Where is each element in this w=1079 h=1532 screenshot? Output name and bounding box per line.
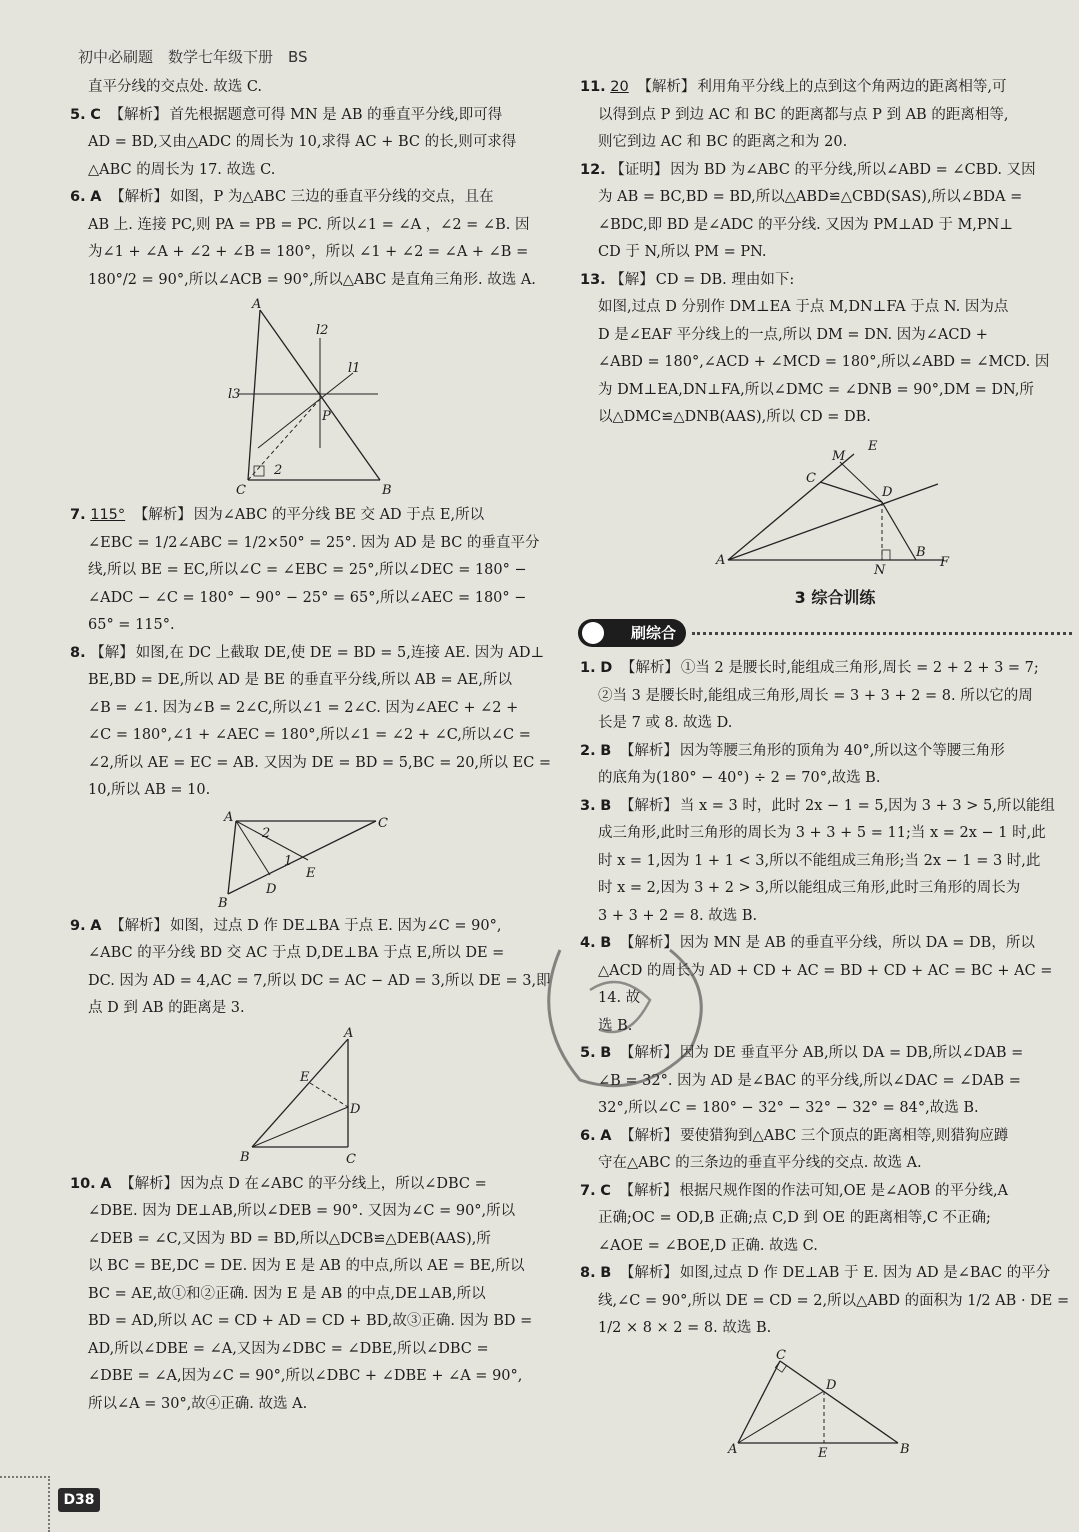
text-line: 因为 BD 为∠ABC 的平分线,所以∠ABD = ∠CBD. 又因 xyxy=(670,161,1036,178)
text-line: △ABC 的周长为 17. 故选 C. xyxy=(88,161,276,178)
label-l1: l1 xyxy=(348,361,361,376)
figure-comp-item-8 xyxy=(598,1347,1072,1457)
text-line: ∠ABD = 180°,∠ACD + ∠MCD = 180°,所以∠ABD = ∠MCD. 因 xyxy=(598,354,1050,370)
text-line: CD 于 N,所以 PM = PN. xyxy=(598,244,767,260)
label-C: C xyxy=(378,815,388,831)
label-D: D xyxy=(826,1377,837,1393)
item-number: 5. xyxy=(580,1045,596,1061)
answer: A xyxy=(600,1127,612,1144)
text-line: ∠DBE. 因为 DE⊥AB,所以∠DEB = 90°. 又因为∠C = 90°,所以 xyxy=(88,1203,516,1219)
item-number: 6. xyxy=(580,1127,596,1144)
text-line: ①当 2 是腰长时,能组成三角形,周长 = 2 + 2 + 3 = 7; xyxy=(680,660,1039,676)
text-line: 180°/2 = 90°,所以∠ACB = 90°,所以△ABC 是直角三角形. 故选 A. xyxy=(88,271,536,288)
answer: A xyxy=(90,917,102,934)
item-number: 7. xyxy=(70,507,86,523)
text-line: 线,∠C = 90°,所以 DE = CD = 2,所以△ABD 的面积为 1/2 AB · DE = xyxy=(598,1292,1070,1309)
item-number: 6. xyxy=(70,189,86,205)
answer: B xyxy=(600,1045,612,1061)
section-title: 3 综合训练 xyxy=(794,587,876,607)
label-C: C xyxy=(776,1347,786,1363)
label-B: B xyxy=(382,483,392,498)
analysis-tag: 【解析】 xyxy=(619,935,678,951)
text-line: AD = BD,又由△ADC 的周长为 10,求得 AC + BC 的长,则可求得 xyxy=(88,134,517,150)
item-number: 9. xyxy=(70,917,86,934)
analysis-tag: 【解析】 xyxy=(619,742,678,759)
text-line: 要使猎狗到△ABC 三个顶点的距离相等,则猎狗应蹲 xyxy=(680,1127,1009,1144)
item-number: 13. xyxy=(580,271,606,288)
pencil-icon xyxy=(582,622,604,644)
comp-item-6 xyxy=(580,1123,1072,1178)
label-E: E xyxy=(818,1445,828,1457)
label-A: A xyxy=(224,809,234,825)
label-F: F xyxy=(940,554,950,570)
analysis-tag: 【解析】 xyxy=(620,1127,679,1144)
item-13 xyxy=(580,267,1072,432)
label-D: D xyxy=(882,484,893,500)
text-line: 长是 7 或 8. 故选 D. xyxy=(598,715,733,731)
figure-item-6 xyxy=(88,298,558,498)
label-E: E xyxy=(868,438,878,454)
label-A: A xyxy=(716,552,726,568)
text-line: BC = AE,故①和②正确. 因为 E 是 AB 的中点,DE⊥AB,所以 xyxy=(88,1285,486,1302)
label-E: E xyxy=(300,1069,310,1085)
item-number: 8. xyxy=(580,1265,596,1281)
analysis-tag: 【解析】 xyxy=(109,106,168,123)
text-line: 守在△ABC 的三条边的垂直平分线的交点. 故选 A. xyxy=(598,1155,922,1171)
figure-item-13 xyxy=(598,436,1072,576)
text-line: ∠DEB = ∠C,又因为 BD = BD,所以△DCB≌△DEB(AAS),所 xyxy=(88,1230,491,1247)
label-B: B xyxy=(240,1149,250,1165)
banner-label: 刷综合 xyxy=(578,619,686,647)
label-l3: l3 xyxy=(228,387,241,402)
text-line: CD = DB. 理由如下: xyxy=(655,271,795,288)
text-line: 以 BC = BE,DC = DE. 因为 E 是 AB 的中点,所以 AE = BE,所以 xyxy=(88,1258,525,1274)
label-B: B xyxy=(916,544,926,560)
analysis-tag: 【解析】 xyxy=(619,797,678,814)
item-number: 11. xyxy=(580,79,606,95)
label-A: A xyxy=(252,298,262,312)
text-line: 成三角形,此时三角形的周长为 3 + 3 + 5 = 11;当 x = 2x − 1 时,此 xyxy=(598,825,1046,841)
proof-tag: 【证明】 xyxy=(610,161,669,178)
analysis-tag: 【解析】 xyxy=(133,507,192,523)
text-line: 为∠1 + ∠A + ∠2 + ∠B = 180°，所以 ∠1 + ∠2 = ∠A + ∠B = xyxy=(88,244,529,260)
text-line: AD,所以∠DBE = ∠A,又因为∠DBC = ∠DBE,所以∠DBC = xyxy=(88,1340,489,1357)
text-line: 因为∠ABC 的平分线 BE 交 AD 于点 E,所以 xyxy=(193,507,485,523)
text-line: 以得到点 P 到边 AC 和 BC 的距离都与点 P 到 AB 的距离相等, xyxy=(598,106,1009,123)
text-line: ∠ADC − ∠C = 180° − 90° − 25° = 65°,所以∠AEC = 180° − xyxy=(88,589,527,606)
text-line: DC. 因为 AD = 4,AC = 7,所以 DC = AC − AD = 3,所以 DE = 3,即 xyxy=(88,972,551,989)
text-line: D 是∠EAF 平分线上的一点,所以 DM = DN. 因为∠ACD + xyxy=(598,326,988,343)
item-number: 12. xyxy=(580,161,606,178)
comp-item-1 xyxy=(580,655,1072,738)
text-line: 当 x = 3 时，此时 2x − 1 = 5,因为 3 + 3 > 5,所以能组 xyxy=(679,797,1055,814)
analysis-tag: 【解析】 xyxy=(637,79,696,95)
text-line: 32°,所以∠C = 180° − 32° − 32° − 32° = 84°,故选 B. xyxy=(598,1100,979,1116)
label-C: C xyxy=(806,470,816,486)
item-number: 1. xyxy=(580,660,596,676)
label-2: 2 xyxy=(274,463,283,478)
answer: C xyxy=(90,106,101,123)
analysis-tag: 【解析】 xyxy=(619,1265,678,1281)
text-line: 10,所以 AB = 10. xyxy=(88,782,211,798)
analysis-tag: 【解析】 xyxy=(110,189,169,205)
figure-item-8 xyxy=(88,809,558,909)
answer: A xyxy=(90,189,102,205)
text-line: 正确;OC = OD,B 正确;点 C,D 到 OE 的距离相等,C 不正确; xyxy=(598,1210,991,1226)
text-line: 利用角平分线上的点到这个角两边的距离相等,可 xyxy=(697,79,1007,95)
stamp-watermark xyxy=(520,930,740,1110)
figure-item-9 xyxy=(88,1027,558,1167)
text-line: ∠ABC 的平分线 BD 交 AC 于点 D,DE⊥BA 于点 E,所以 DE = xyxy=(88,945,505,961)
answer: B xyxy=(600,742,612,759)
comp-item-2 xyxy=(580,738,1072,793)
section-banner xyxy=(578,617,1072,651)
label-A: A xyxy=(728,1441,738,1457)
label-2: 2 xyxy=(262,825,271,841)
text-line: ∠B = ∠1. 因为∠B = 2∠C,所以∠1 = 2∠C. 因为∠AEC + ∠2 + xyxy=(88,699,519,716)
solution-tag: 【解】 xyxy=(610,271,654,288)
text-line: 线,所以 BE = EC,所以∠C = ∠EBC = 25°,所以∠DEC = 180° − xyxy=(88,562,527,578)
text-line: ∠C = 180°,∠1 + ∠AEC = 180°,所以∠1 = ∠2 + ∠C,所以∠C = xyxy=(88,727,531,743)
label-N: N xyxy=(874,562,886,576)
text-line: 选 B. xyxy=(598,1017,633,1034)
answer: B xyxy=(600,935,612,951)
text-line: ∠AOE = ∠BOE,D 正确. 故选 C. xyxy=(598,1237,818,1254)
item-10 xyxy=(70,1171,558,1419)
text-line: 因为 DE 垂直平分 AB,所以 DA = DB,所以∠DAB = xyxy=(679,1045,1024,1061)
item-number: 10. xyxy=(70,1175,96,1192)
answer: C xyxy=(600,1182,611,1199)
text-line: 1/2 × 8 × 2 = 8. 故选 B. xyxy=(598,1320,772,1336)
text-line: 根据尺规作图的作法可知,OE 是∠AOB 的平分线,A xyxy=(679,1182,1009,1199)
item-number: 4. xyxy=(580,935,596,951)
text-line: 点 D 到 AB 的距离是 3. xyxy=(88,1000,245,1016)
label-E: E xyxy=(306,865,316,881)
text-line: 如图,在 DC 上截取 DE,使 DE = BD = 5,连接 AE. 因为 AD⊥ xyxy=(135,644,545,661)
text-line: 以△DMC≌△DNB(AAS),所以 CD = DB. xyxy=(598,409,871,425)
text-line: ∠DBE = ∠A,因为∠C = 90°,所以∠DBC + ∠DBE + ∠A = 90°, xyxy=(88,1368,523,1384)
label-B: B xyxy=(218,895,228,909)
label-D: D xyxy=(266,881,277,897)
item-number: 3. xyxy=(580,797,596,814)
answer: 115° xyxy=(90,507,126,523)
comp-item-3 xyxy=(580,793,1072,931)
text-line: 则它到边 AC 和 BC 的距离之和为 20. xyxy=(598,134,848,150)
item-9 xyxy=(70,913,558,1023)
label-M: M xyxy=(832,448,846,464)
text-line: 所以∠A = 30°,故④正确. 故选 A. xyxy=(88,1395,308,1412)
page-number: D38 xyxy=(58,1488,100,1512)
dotted-divider xyxy=(692,632,1072,635)
answer: B xyxy=(600,1265,612,1281)
text-line: 如图，过点 D 作 DE⊥BA 于点 E. 因为∠C = 90°, xyxy=(170,917,502,934)
text-line: 为 AB = BC,BD = BD,所以△ABD≌△CBD(SAS),所以∠BDA = xyxy=(598,189,1023,205)
text-line: ②当 3 是腰长时,能组成三角形,周长 = 3 + 3 + 2 = 8. 所以它的周 xyxy=(598,687,1033,704)
corner-decoration xyxy=(0,1476,50,1532)
answer: 20 xyxy=(610,79,629,95)
text-line: 因为 MN 是 AB 的垂直平分线，所以 DA = DB，所以 xyxy=(679,935,1035,951)
right-column xyxy=(580,74,1072,1461)
answer: A xyxy=(100,1175,112,1192)
item-5 xyxy=(70,102,558,185)
text-line: ∠B = 32°. 因为 AD 是∠BAC 的平分线,所以∠DAC = ∠DAB = xyxy=(598,1072,1021,1089)
text-line: 3 + 3 + 2 = 8. 故选 B. xyxy=(598,907,758,924)
text-line: 如图，P 为△ABC 三边的垂直平分线的交点，且在 xyxy=(170,189,494,205)
comp-item-8 xyxy=(580,1260,1072,1343)
item-11 xyxy=(580,74,1072,157)
label-B: B xyxy=(900,1441,910,1457)
text-line: 如图,过点 D 作 DE⊥AB 于 E. 因为 AD 是∠BAC 的平分 xyxy=(679,1265,1051,1281)
text-line: ∠EBC = 1/2∠ABC = 1/2×50° = 25°. 因为 AD 是 BC 的垂直平分 xyxy=(88,534,540,551)
left-column xyxy=(70,74,558,1418)
text-line: BE,BD = DE,所以 AD 是 BE 的垂直平分线,所以 AB = AE,所以 xyxy=(88,672,512,688)
text-line: 时 x = 2,因为 3 + 2 > 3,所以能组成三角形,此时三角形的周长为 xyxy=(598,880,1021,896)
label-C: C xyxy=(346,1151,356,1167)
text-line: △ACD 的周长为 AD + CD + AC = BD + CD + AC = BC + AC = 14. 故 xyxy=(598,962,1053,1006)
page-header: 初中必刷题 数学七年级下册 BS xyxy=(78,48,308,66)
text-line: 如图,过点 D 分别作 DM⊥EA 于点 M,DN⊥FA 于点 N. 因为点 xyxy=(598,299,1009,315)
item-12 xyxy=(580,157,1072,267)
item-8 xyxy=(70,640,558,805)
label-C: C xyxy=(236,483,246,498)
item-number: 2. xyxy=(580,742,596,759)
solution-tag: 【解】 xyxy=(90,644,134,661)
analysis-tag: 【解析】 xyxy=(620,660,679,676)
item-number: 8. xyxy=(70,644,86,661)
analysis-tag: 【解析】 xyxy=(120,1175,179,1192)
text-line: 因为点 D 在∠ABC 的平分线上，所以∠DBC = xyxy=(180,1175,487,1192)
text-line: 首先根据题意可得 MN 是 AB 的垂直平分线,即可得 xyxy=(169,106,503,123)
analysis-tag: 【解析】 xyxy=(110,917,169,934)
analysis-tag: 【解析】 xyxy=(619,1045,678,1061)
text-line: BD = AD,所以 AC = CD + AD = CD + BD,故③正确. 因为 BD = xyxy=(88,1313,533,1329)
label-1: 1 xyxy=(284,853,293,869)
text-line: AB 上. 连接 PC,则 PA = PB = PC. 所以∠1 = ∠A ，∠2 = ∠B. 因 xyxy=(88,216,530,233)
text-line: 的底角为(180° − 40°) ÷ 2 = 70°,故选 B. xyxy=(598,770,881,786)
item-number: 7. xyxy=(580,1182,596,1199)
text-line: 为 DM⊥EA,DN⊥FA,所以∠DMC = ∠DNB = 90°,DM = DN,所 xyxy=(598,381,1034,398)
label-D: D xyxy=(350,1101,361,1117)
label-P: P xyxy=(322,409,331,424)
text-line: 时 x = 1,因为 1 + 1 < 3,所以不能组成三角形;当 2x − 1 = 3 时,此 xyxy=(598,852,1041,869)
item-4-tail: 直平分线的交点处. 故选 C. xyxy=(88,79,263,95)
analysis-tag: 【解析】 xyxy=(619,1182,678,1199)
item-7 xyxy=(70,502,558,640)
text-line: ∠BDC,即 BD 是∠ADC 的平分线. 又因为 PM⊥AD 于 M,PN⊥ xyxy=(598,216,1013,233)
label-l2: l2 xyxy=(316,323,329,338)
text-line: ∠2,所以 AE = EC = AB. 又因为 DE = BD = 5,BC = 20,所以 EC = xyxy=(88,754,552,771)
text-line: 因为等腰三角形的顶角为 40°,所以这个等腰三角形 xyxy=(679,742,1005,759)
item-6 xyxy=(70,184,558,294)
answer: D xyxy=(600,660,613,676)
label-A: A xyxy=(344,1026,354,1041)
item-number: 5. xyxy=(70,106,86,123)
answer: B xyxy=(600,797,612,814)
comp-item-7 xyxy=(580,1178,1072,1261)
text-line: 65° = 115°. xyxy=(88,617,175,633)
